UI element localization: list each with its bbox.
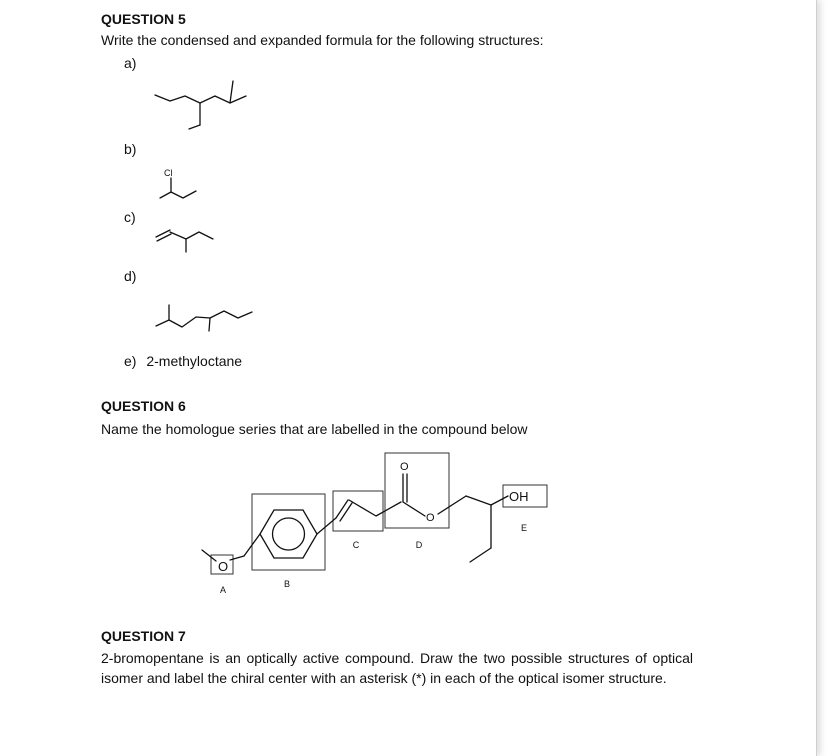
part-e-letter: e) — [124, 353, 137, 369]
question-6-instruction: Name the homologue series that are labelled in the compound below — [101, 421, 528, 437]
question-5-heading: QUESTION 5 — [101, 11, 186, 27]
box-label-b: B — [283, 579, 291, 589]
box-d — [385, 453, 449, 528]
question-5-instruction: Write the condensed and expanded formula for the following structures: — [101, 32, 544, 48]
box-label-a: A — [219, 585, 227, 595]
part-e-compound-name: 2-methyloctane — [146, 353, 243, 369]
box-label-d: D — [415, 540, 423, 550]
question-7-heading: QUESTION 7 — [101, 628, 186, 644]
question-6-heading: QUESTION 6 — [101, 398, 186, 414]
box-label-e: E — [520, 523, 528, 533]
part-d-label: d) — [124, 268, 137, 284]
part-a-label: a) — [124, 55, 137, 71]
carbonyl-oxygen-label: O — [400, 461, 409, 473]
part-c-label: c) — [124, 209, 136, 225]
question-7-text: 2-bromopentane is an optically active compound. Draw the two possible structures of optical isomer and label the chiral center with an asterisk (*) in each of the optical isomer structure. — [101, 650, 693, 686]
ester-oxygen-label: O — [426, 512, 435, 524]
chlorine-atom-label: Cl — [164, 168, 173, 178]
ether-oxygen-label: O — [218, 559, 229, 574]
hydroxyl-label: OH — [509, 489, 529, 504]
part-b-label: b) — [124, 141, 137, 157]
box-label-c: C — [352, 540, 360, 550]
